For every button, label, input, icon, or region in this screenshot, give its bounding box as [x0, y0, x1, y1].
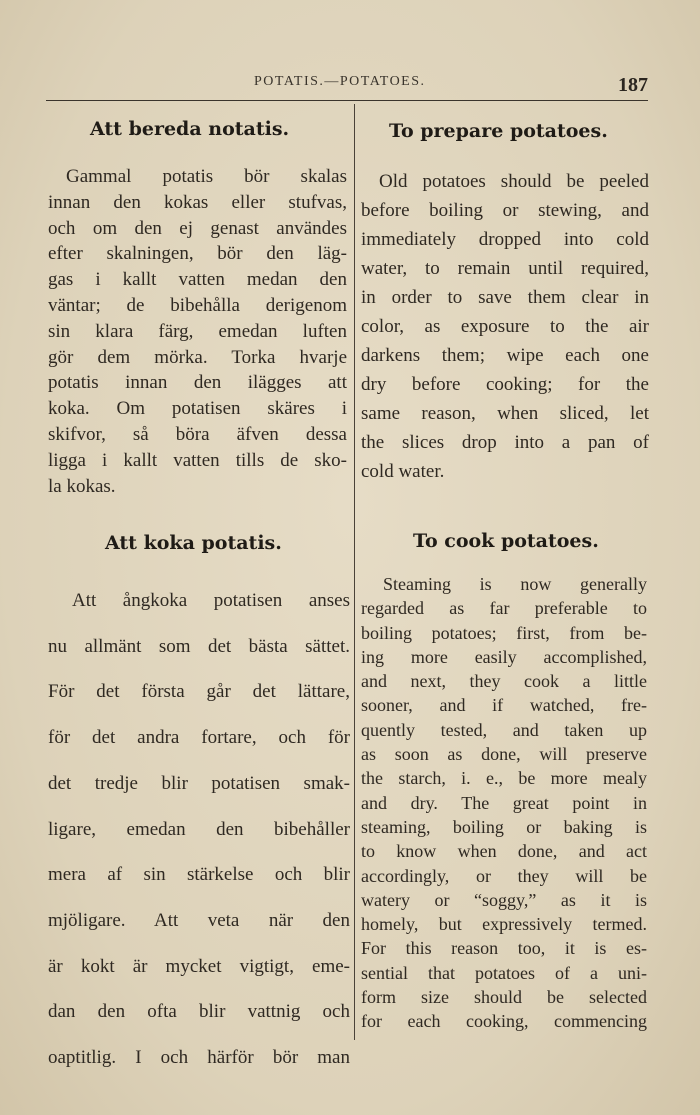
text-line: för det andra fortare, och för — [48, 727, 350, 749]
text-line: För det första går det lättare, — [48, 681, 350, 703]
text-line: ligare, emedan den bibehåller — [48, 818, 350, 840]
text-line: boiling potatoes; first, from be- — [361, 622, 647, 643]
text-line: oaptitlig. I och härför bör man — [48, 1047, 350, 1069]
text-line: det tredje blir potatisen smak- — [48, 772, 350, 794]
text-line: and dry. The great point in — [361, 792, 647, 813]
text-line: accordingly, or they will be — [361, 865, 647, 886]
text-line: regarded as far preferable to — [361, 598, 647, 619]
text-line: koka. Om potatisen skäres i — [48, 398, 347, 420]
text-line: before boiling or stewing, and — [361, 200, 649, 221]
text-line: the slices drop into a pan of — [361, 432, 649, 453]
text-line: innan den kokas eller stufvas, — [48, 191, 347, 213]
text-line: in order to save them clear in — [361, 287, 649, 308]
text-line: cold water. — [361, 461, 445, 482]
english-paragraph-cook — [361, 572, 647, 1034]
text-line: gör dem mörka. Torka hvarje — [48, 346, 347, 368]
text-line: Steaming is now generally — [383, 574, 647, 594]
text-line: the starch, i. e., be more mealy — [361, 768, 647, 789]
swedish-paragraph-cook — [48, 578, 350, 1081]
text-line: Att ångkoka potatisen anses — [72, 590, 350, 611]
running-title: POTATIS.—POTATOES. — [254, 74, 426, 89]
text-line: form size should be selected — [361, 987, 647, 1008]
text-line: and next, they cook a little — [361, 671, 647, 692]
column-divider — [354, 104, 355, 1040]
swedish-paragraph-prepare — [48, 164, 347, 499]
text-line: la kokas. — [48, 475, 116, 497]
header-rule — [46, 100, 648, 101]
text-line: sential that potatoes of a uni- — [361, 962, 647, 983]
text-line: dan den ofta blir vattnig och — [48, 1001, 350, 1023]
text-line: homely, but expressively termed. — [361, 914, 647, 935]
swedish-heading-cook: Att koka potatis. — [105, 532, 282, 554]
text-line: potatis innan den ilägges att — [48, 372, 347, 394]
text-line: For this reason too, it is es- — [361, 938, 647, 959]
text-line: steaming, boiling or baking is — [361, 816, 647, 837]
text-line: efter skalningen, bör den läg- — [48, 243, 347, 265]
text-line: to know when done, and act — [361, 841, 647, 862]
text-line: sin klara färg, emedan luften — [48, 320, 347, 342]
text-line: color, as exposure to the air — [361, 316, 649, 337]
text-line: ing more easily accomplished, — [361, 646, 647, 667]
text-line: dry before cooking; for the — [361, 374, 649, 395]
text-line: väntar; de bibehålla derigenom — [48, 294, 347, 316]
text-line: Old potatoes should be peeled — [379, 171, 649, 192]
text-line: same reason, when sliced, let — [361, 403, 649, 424]
text-line: water, to remain until required, — [361, 258, 649, 279]
text-line: sooner, and if watched, fre- — [361, 695, 647, 716]
text-line: mjöligare. Att veta när den — [48, 909, 350, 931]
text-line: gas i kallt vatten medan den — [48, 269, 347, 291]
text-line: är kokt är mycket vigtigt, eme- — [48, 955, 350, 977]
text-line: immediately dropped into cold — [361, 229, 649, 250]
text-line: quently tested, and taken up — [361, 719, 647, 740]
page-number: 187 — [618, 74, 648, 96]
swedish-heading-prepare: Att bereda notatis. — [90, 118, 290, 140]
text-line: as soon as done, will preserve — [361, 744, 647, 765]
english-heading-cook: To cook potatoes. — [413, 530, 599, 552]
text-line: mera af sin stärkelse och blir — [48, 864, 350, 886]
text-line: ligga i kallt vatten tills de sko- — [48, 449, 347, 471]
text-line: for each cooking, commencing — [361, 1011, 647, 1032]
english-heading-prepare: To prepare potatoes. — [389, 120, 608, 142]
text-line: watery or “soggy,” as it is — [361, 889, 647, 910]
english-paragraph-prepare — [361, 167, 649, 486]
text-line: darkens them; wipe each one — [361, 345, 649, 366]
text-line: och om den ej genast användes — [48, 217, 347, 239]
text-line: skifvor, så böra äfven dessa — [48, 423, 347, 445]
text-line: nu allmänt som det bästa sättet. — [48, 635, 350, 657]
text-line: Gammal potatis bör skalas — [66, 166, 347, 187]
